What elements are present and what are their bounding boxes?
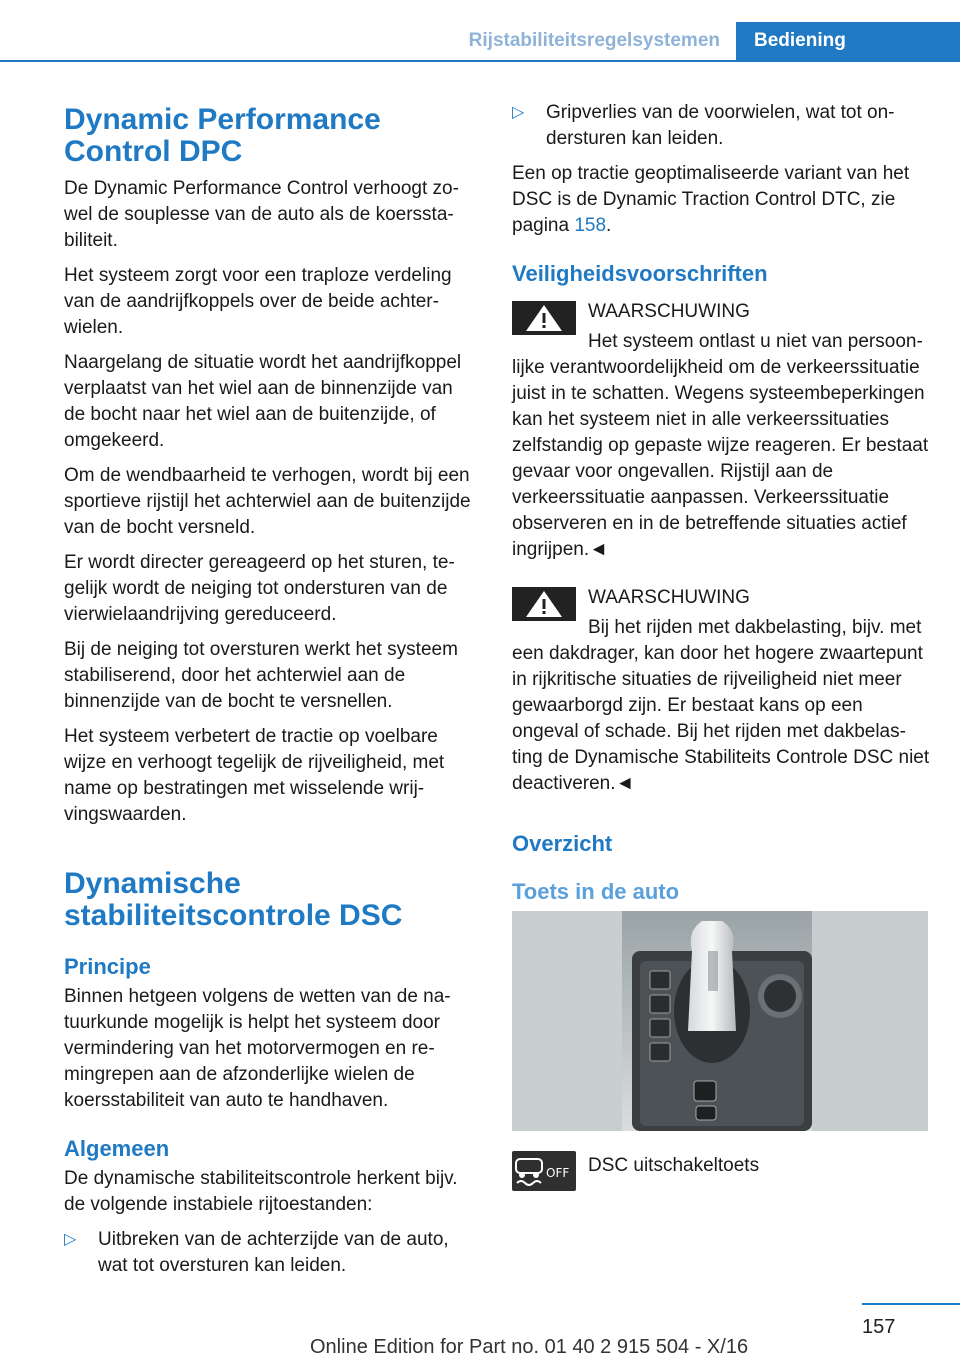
warning-icon <box>512 301 576 335</box>
dsc-off-button-icon <box>512 1151 576 1191</box>
chapter-label: Bediening <box>754 30 846 51</box>
right-column <box>512 100 930 1197</box>
principe-heading: Principe <box>64 954 151 979</box>
dsc-title: Dynamische stabiliteitscontrole DSC <box>64 867 403 932</box>
triangle-bullet-icon: ▷ <box>64 1231 77 1248</box>
warning-label: WAARSCHUWING <box>588 587 750 608</box>
toets-heading: Toets in de auto <box>512 879 680 904</box>
footer-rule <box>862 1303 960 1305</box>
page-link[interactable]: 158 <box>574 215 607 236</box>
triangle-bullet-icon: ▷ <box>512 104 525 121</box>
dtc-text: Een op tractie geoptimaliseerde variant van het DSC is de Dynamic Traction Control DTC, zie pagina <box>512 163 910 236</box>
warning-text: Het systeem ontlast u niet van persoonlijke verantwoordelijkheid om de verkeerssituatie juist in te schatten. Wegens systeembeperkingen kan het systeem niet in alle verkeerssituaties zelfstandig op gepaste wijze reageren. Er bestaat gevaar voor ongevallen. Rijstijl aan de verkeerssituatie aanpassen. Verkeerssituatie observeren en in de betreffende situaties actief ingrijpen.◄ <box>512 331 929 560</box>
dpc-paragraph: Om de wendbaarheid te verhogen, wordt bij een sportieve rijstijl het achterwiel aan de buitenzijde van de bocht versneld. <box>64 465 471 538</box>
list-item-text: Gripverlies van de voorwielen, wat tot ondersturen kan leiden. <box>546 102 895 149</box>
svg-text:OFF: OFF <box>546 1166 570 1180</box>
dtc-text-end: . <box>606 215 612 236</box>
dpc-paragraph: Er wordt directer gereageerd op het sturen, tegelijk wordt de neiging tot ondersturen van de vierwielaandrijving gereduceerd. <box>64 552 455 625</box>
section-title: Rijstabiliteitsregelsystemen <box>468 30 720 51</box>
overzicht-heading: Overzicht <box>512 831 613 856</box>
page-number: 157 <box>862 1316 896 1338</box>
warning-label: WAARSCHUWING <box>588 301 750 322</box>
list-item-text: Uitbreken van de achterzijde van de auto, wat tot oversturen kan leiden. <box>98 1229 449 1276</box>
header-rule <box>0 60 960 62</box>
list-item <box>64 1227 478 1279</box>
warning-block <box>512 299 930 563</box>
dpc-title: Dynamic Performance Control DPC <box>64 103 381 168</box>
warning-icon <box>512 587 576 621</box>
dpc-paragraph: De Dynamic Performance Control verhoogt zowel de souplesse van de auto als de koersstabiliteit. <box>64 178 459 251</box>
algemeen-text: De dynamische stabiliteitscontrole herkent bijv. de volgende instabiele rijtoestanden: <box>64 1168 458 1215</box>
dpc-paragraph: Naargelang de situatie wordt het aandrijfkoppel verplaatst van het wiel aan de binnenzijde van de bocht naar het wiel aan de buitenzijde, of omgekeerd. <box>64 352 462 451</box>
dpc-paragraph: Het systeem verbetert de tractie op voelbare wijze en verhoogt tegelijk de rijveiligheid, met name op bestratingen met wisselende wrijvingswaarden. <box>64 726 445 825</box>
left-column <box>64 100 478 1288</box>
dsc-button-label: DSC uitschakeltoets <box>588 1155 760 1176</box>
warning-block <box>512 585 930 797</box>
warning-text: Bij het rijden met dakbelasting, bijv. met een dakdrager, kan door het hogere zwaartepunt in rijkritische situaties de rijveiligheid niet meer gewaarborgd zijn. Er bestaat kans op een ongeval of schade. Bij het rijden met dakbelasting de Dynamische Stabiliteits Controle DSC niet deactiveren.◄ <box>512 617 930 794</box>
algemeen-heading: Algemeen <box>64 1136 170 1161</box>
safety-heading: Veiligheidsvoorschriften <box>512 261 768 286</box>
list-item <box>512 100 930 152</box>
dpc-paragraph: Bij de neiging tot oversturen werkt het systeem stabiliserend, door het achterwiel aan de binnenzijde van de bocht te versnellen. <box>64 639 458 712</box>
page-header <box>0 0 960 62</box>
dtc-paragraph <box>512 161 930 239</box>
dpc-paragraph: Het systeem zorgt voor een traploze verdeling van de aandrijfkoppels over de beide achterwielen. <box>64 265 452 338</box>
chapter-tab <box>736 22 960 62</box>
edition-note: Online Edition for Part no. 01 40 2 915 504 - X/16 <box>310 1336 749 1358</box>
dsc-button-legend <box>512 1151 930 1197</box>
center-console-photo <box>512 911 928 1131</box>
principe-text: Binnen hetgeen volgens de wetten van de natuurkunde mogelijk is helpt het systeem door vermindering van het motorvermogen en remingrepen aan de afzonderlijke wielen de koersstabiliteit van auto te handhaven. <box>64 986 451 1111</box>
